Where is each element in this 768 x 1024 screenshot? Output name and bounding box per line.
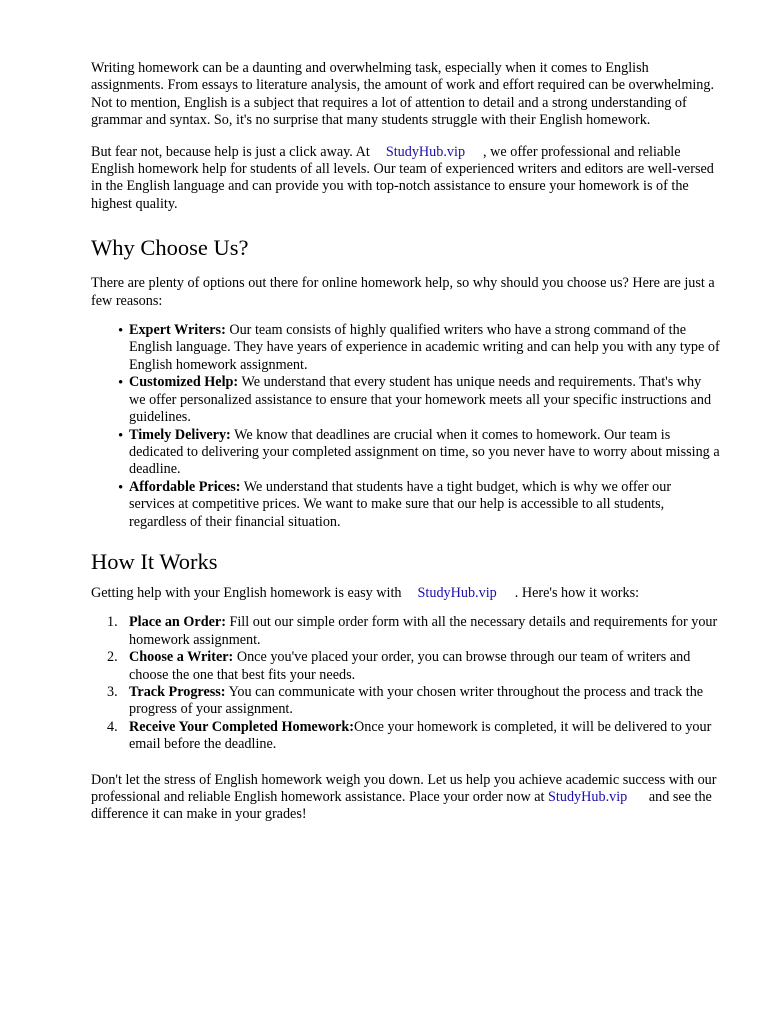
studyhub-link-closing[interactable]: StudyHub.vip [548,789,628,805]
step-title: Place an Order: [129,614,226,631]
intro-paragraph-2 [91,144,720,214]
list-item [107,614,720,649]
why-choose-us-heading: Why Choose Us? [91,235,249,261]
step-number: 1. [107,614,118,631]
reason-title: Customized Help: [129,374,239,391]
how-intro-before: Getting help with your English homework is easy with [91,584,402,601]
step-text: Once you've placed your order, you can browse through our team of writers and choose the one that best fits your needs. [129,649,691,683]
studyhub-link-intro[interactable]: StudyHub.vip [385,143,466,160]
intro-paragraph-2-after: , we offer professional and reliable English homework help for students of all levels. Our team of experienced writers and editors are well-versed in the English language and can provide you with top-notch assistance to ensure your homework is of the highest quality. [91,143,714,212]
list-item [118,322,720,374]
step-title: Track Progress: [129,683,226,700]
list-item [118,426,720,479]
step-number: 4. [107,718,118,735]
list-item [118,374,720,426]
step-text: Once your homework is completed, it will be delivered to your email before the deadline. [129,718,712,753]
reason-title: Affordable Prices: [129,478,241,495]
studyhub-link-how[interactable]: StudyHub.vip [417,584,497,601]
step-number: 2. [107,649,118,666]
step-text: Fill out our simple order form with all the necessary details and requirements for your homework assignment. [129,614,718,648]
bullet-icon: • [118,323,124,340]
steps-list [91,614,720,753]
closing-after: and see the difference it can make in your grades! [91,789,712,823]
reason-title: Expert Writers: [129,322,226,339]
bullet-icon: • [118,427,124,444]
step-title: Choose a Writer: [129,649,234,666]
reason-text: Our team consists of highly qualified writers who have a strong command of the English language. They have years of experience in academic writing and can help you with any type of English homework assignment. [129,322,720,373]
how-intro-paragraph [91,585,720,602]
reason-text: We know that deadlines are crucial when it comes to homework. Our team is dedicated to delivering your completed assignment on time, so you never have to worry about missing a deadline. [129,426,720,478]
reason-title: Timely Delivery: [129,426,231,443]
closing-paragraph [91,772,720,824]
list-item [107,649,720,684]
how-it-works-heading: How It Works [91,548,218,574]
reasons-list [91,322,720,531]
step-number: 3. [107,683,118,700]
why-intro-paragraph: There are plenty of options out there for online homework help, so why should you choose us? Here are just a few reasons: [91,275,715,309]
bullet-icon: • [118,375,124,392]
intro-paragraph-1: Writing homework can be a daunting and overwhelming task, especially when it comes to English assignments. From essays to literature analysis, the amount of work and effort required can be overwhelming. Not to mention, English is a subject that requires a lot of attention to detail and a strong understanding of grammar and syntax. So, it's no surprise that many students struggle with their English homework. [91,60,715,129]
closing-before: Don't let the stress of English homework weigh you down. Let us help you achieve academic success with our professional and reliable English homework assistance. Place your order now at [91,771,717,805]
step-text: You can communicate with your chosen writer throughout the process and track the progress of your assignment. [129,683,704,718]
intro-paragraph-2-before: But fear not, because help is just a click away. At [91,143,370,160]
list-item [107,683,720,719]
bullet-icon: • [118,479,124,496]
list-item [107,718,720,754]
reason-text: We understand that every student has unique needs and requirements. That's why we offer personalized assistance to ensure that your homework meets all your specific instructions and guidelines. [129,374,712,426]
list-item [118,478,720,531]
how-intro-after: . Here's how it works: [514,584,640,601]
step-title: Receive Your Completed Homework: [129,718,354,735]
reason-text: We understand that students have a tight budget, which is why we offer our services at competitive prices. We want to make sure that our help is accessible to all students, regardless of their financial situation. [129,478,672,530]
